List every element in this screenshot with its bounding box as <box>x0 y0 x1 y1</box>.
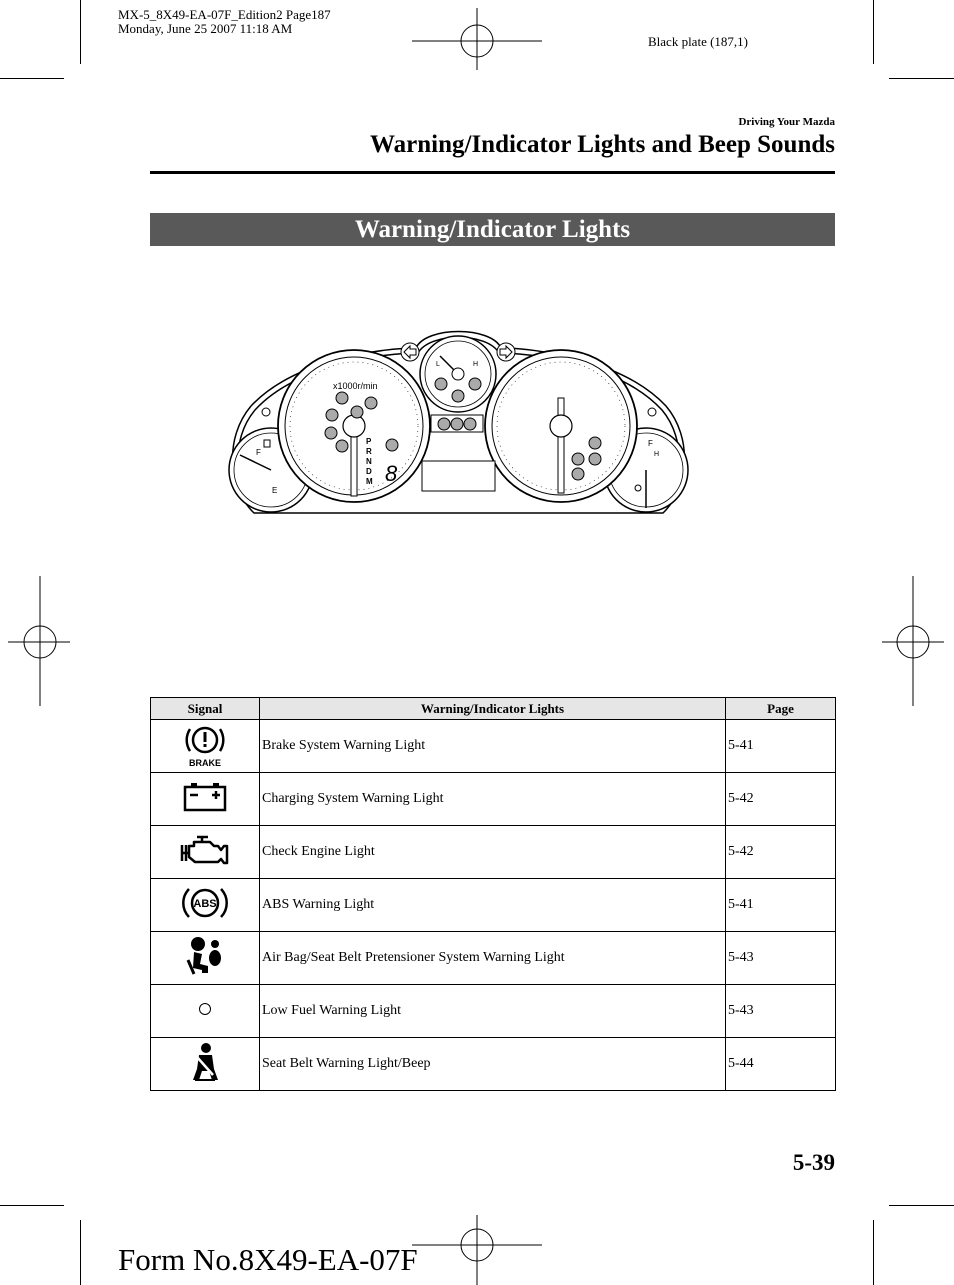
light-name: Check Engine Light <box>260 826 726 879</box>
plate-label: Black plate (187,1) <box>648 34 748 49</box>
signal-cell <box>151 932 260 985</box>
oil-high-label: H <box>473 361 479 368</box>
page-ref: 5-42 <box>726 773 836 826</box>
signal-cell <box>151 1038 260 1091</box>
table-row <box>151 773 836 826</box>
crop-mark <box>80 0 81 64</box>
registration-mark <box>412 8 542 70</box>
seatbelt-icon <box>187 1042 223 1082</box>
form-number: Form No.8X49-EA-07F <box>118 1242 418 1277</box>
page-ref: 5-43 <box>726 985 836 1038</box>
table-row <box>151 1038 836 1091</box>
crop-mark <box>0 78 64 79</box>
section-label: Driving Your Mazda <box>738 116 835 128</box>
page-ref: 5-44 <box>726 1038 836 1091</box>
section-banner: Warning/Indicator Lights <box>150 213 835 246</box>
airbag-icon <box>184 936 226 976</box>
crop-mark <box>873 0 874 64</box>
table-row <box>151 879 836 932</box>
header-signal: Signal <box>151 698 260 720</box>
registration-mark <box>882 576 944 706</box>
engine-icon <box>180 833 230 867</box>
light-name: Low Fuel Warning Light <box>260 985 726 1038</box>
tachometer <box>278 350 430 502</box>
crop-mark <box>873 1220 874 1285</box>
page-ref: 5-42 <box>726 826 836 879</box>
light-name: Brake System Warning Light <box>260 720 726 773</box>
table-row <box>151 826 836 879</box>
signal-cell <box>151 826 260 879</box>
instrument-cluster-illustration <box>226 318 691 518</box>
fuel-full-label: F <box>256 448 261 457</box>
header-page: Page <box>726 698 836 720</box>
print-header-line2: Monday, June 25 2007 11:18 AM <box>118 21 293 36</box>
title-rule <box>150 171 835 174</box>
svg-text:ABS: ABS <box>193 897 217 910</box>
warning-lights-table <box>150 697 836 1091</box>
crop-mark <box>889 78 954 79</box>
crop-mark <box>889 1205 954 1206</box>
light-name: Seat Belt Warning Light/Beep <box>260 1038 726 1091</box>
table-header-row <box>151 698 836 720</box>
page-ref: 5-41 <box>726 720 836 773</box>
oil-pressure-gauge <box>420 336 496 412</box>
print-header-line1: MX-5_8X49-EA-07F_Edition2 Page187 <box>118 7 331 22</box>
page-ref: 5-41 <box>726 879 836 932</box>
page-ref: 5-43 <box>726 932 836 985</box>
crop-mark <box>0 1205 64 1206</box>
page-number: 5-39 <box>792 1150 835 1175</box>
crop-mark <box>80 1220 81 1285</box>
gear-digit: 8 <box>385 461 398 486</box>
table-row <box>151 720 836 773</box>
tach-unit-label: x1000r/min <box>333 381 378 391</box>
light-name: Air Bag/Seat Belt Pretensioner System Warning Light <box>260 932 726 985</box>
signal-cell <box>151 879 260 932</box>
temp-full-label: F <box>648 439 653 448</box>
light-name: ABS Warning Light <box>260 879 726 932</box>
gear-d: D <box>366 467 372 476</box>
battery-icon <box>182 781 228 813</box>
speedometer <box>485 350 637 502</box>
fuel-empty-label: E <box>272 486 278 495</box>
registration-mark <box>8 576 70 706</box>
registration-mark <box>412 1215 542 1285</box>
oil-low-label: L <box>436 361 440 368</box>
brake-warning-icon <box>182 721 228 767</box>
page-title: Warning/Indicator Lights and Beep Sounds <box>370 131 835 158</box>
table-row <box>151 985 836 1038</box>
gear-m: M <box>366 477 373 486</box>
gear-n: N <box>366 457 372 466</box>
abs-icon <box>180 883 230 923</box>
signal-cell <box>151 720 260 773</box>
gear-r: R <box>366 447 372 456</box>
temp-hot-label: H <box>654 451 660 458</box>
header-lights: Warning/Indicator Lights <box>260 698 726 720</box>
signal-cell <box>151 985 260 1038</box>
table-row <box>151 932 836 985</box>
gear-p: P <box>366 437 372 446</box>
svg-text:BRAKE: BRAKE <box>188 757 222 767</box>
signal-cell <box>151 773 260 826</box>
circle-icon <box>198 1002 212 1016</box>
light-name: Charging System Warning Light <box>260 773 726 826</box>
